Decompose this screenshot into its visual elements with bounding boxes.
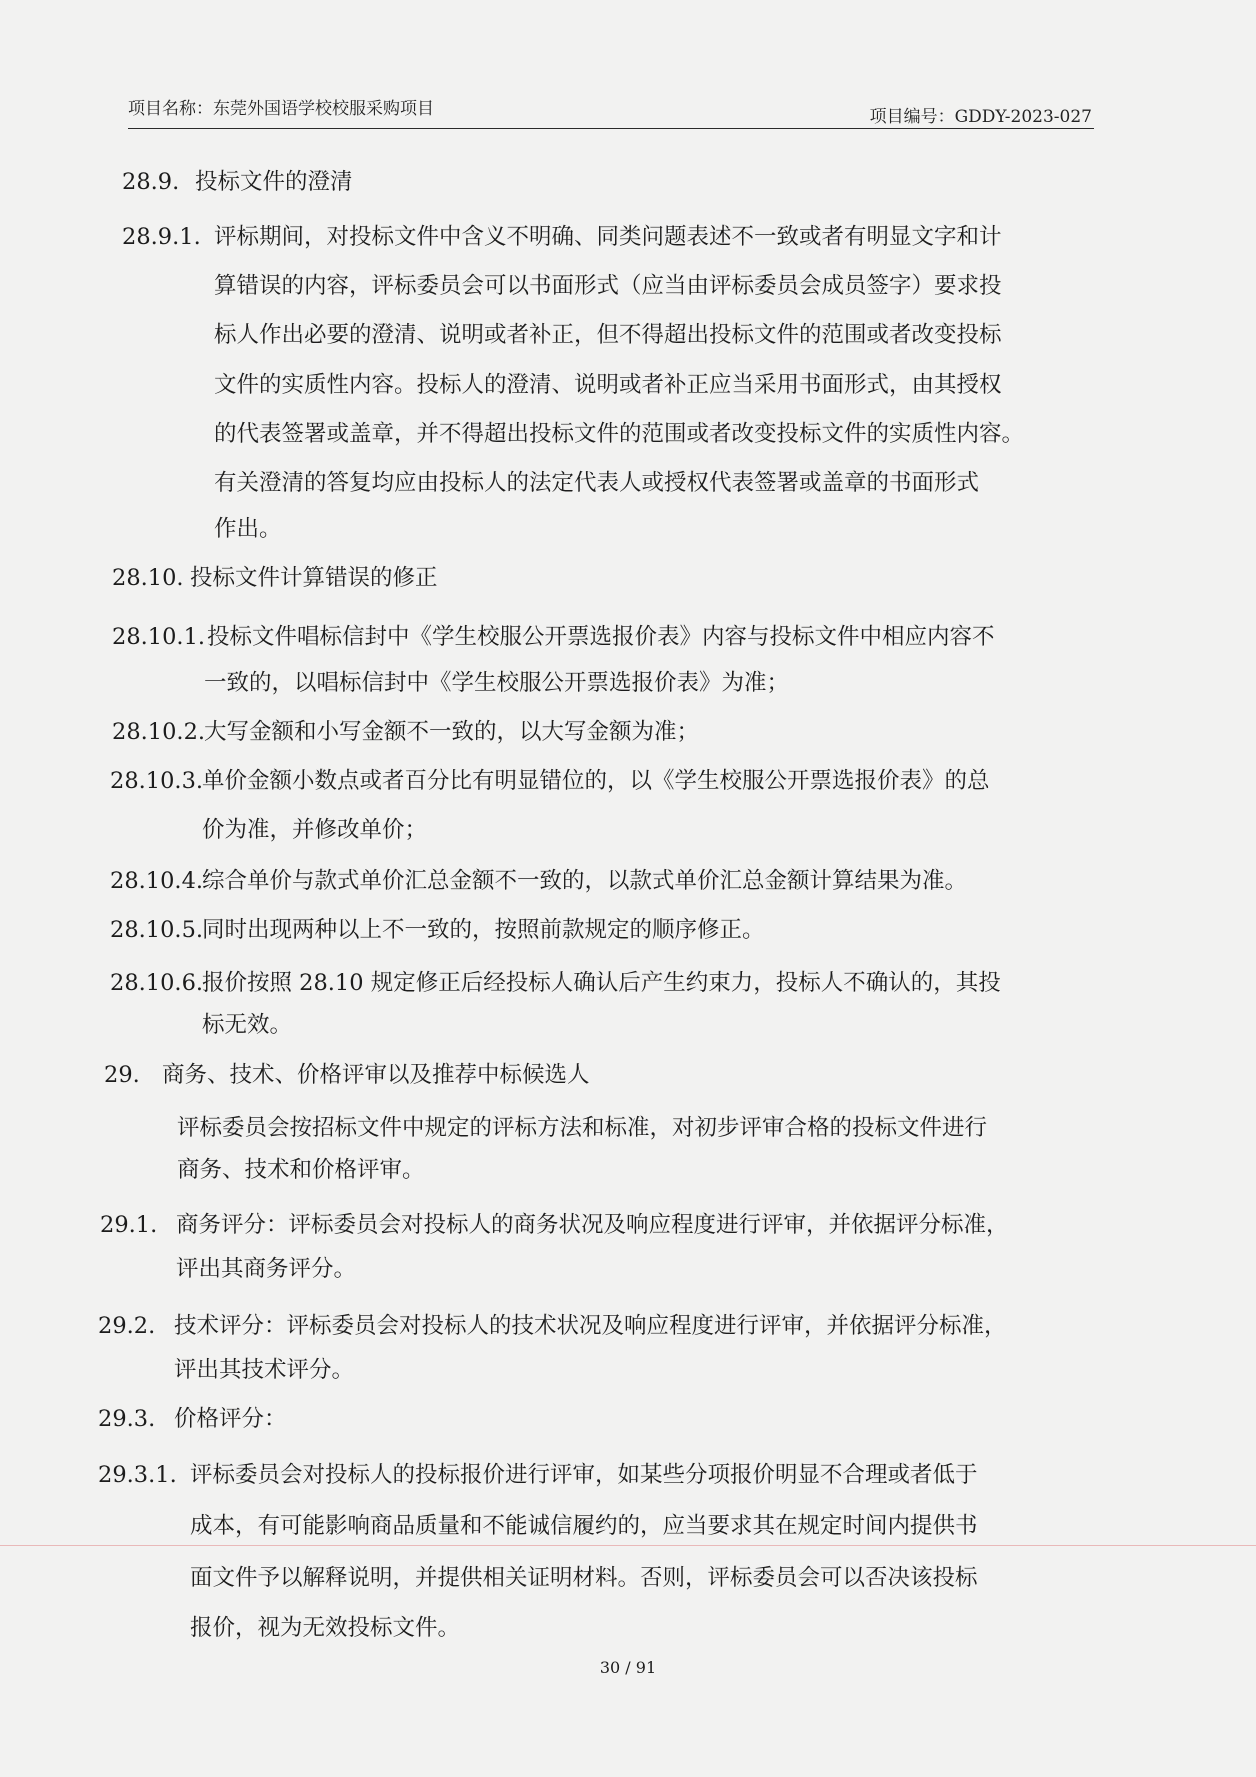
page-number: 30 / 91	[599, 1658, 657, 1677]
paragraph-line: 商务评分：评标委员会对投标人的商务状况及响应程度进行评审，并依据评分标准，	[176, 1212, 1009, 1238]
paragraph-line: 价为准，并修改单价；	[202, 817, 428, 843]
paragraph-line: 投标文件唱标信封中《学生校服公开票选报价表》内容与投标文件中相应内容不	[207, 624, 995, 650]
heading-28-10	[112, 563, 438, 593]
heading-29	[104, 1060, 590, 1090]
clause-29-3-1	[98, 1460, 978, 1490]
clause-28-10-1	[112, 622, 995, 652]
clause-number: 28.9.1.	[122, 224, 201, 250]
paragraph-line: 评出其商务评分。	[176, 1256, 357, 1282]
clause-number: 29.2.	[98, 1313, 156, 1339]
section-title: 投标文件计算错误的修正	[190, 565, 438, 591]
paragraph-line: 标无效。	[202, 1012, 293, 1038]
section-number: 29.	[104, 1062, 140, 1088]
clause-28-10-5	[110, 915, 765, 945]
clause-number: 29.3.1.	[98, 1462, 177, 1488]
paragraph-line: 商务、技术和价格评审。	[177, 1157, 425, 1183]
clause-28-10-4	[110, 866, 967, 896]
project-name: 项目名称：东莞外国语学校校服采购项目	[128, 99, 434, 119]
paragraph-line: 技术评分：评标委员会对投标人的技术状况及响应程度进行评审，并依据评分标准，	[174, 1313, 1007, 1339]
paragraph-line: 标人作出必要的澄清、说明或者补正，但不得超出投标文件的范围或者改变投标	[214, 322, 1002, 348]
paragraph-line: 单价金额小数点或者百分比有明显错位的，以《学生校服公开票选报价表》的总	[202, 768, 990, 794]
clause-28-10-3	[110, 766, 990, 796]
clause-number: 29.1.	[100, 1212, 158, 1238]
project-code: 项目编号：GDDY-2023-027	[869, 107, 1092, 127]
paragraph-line: 评出其技术评分。	[174, 1357, 355, 1383]
section-title: 价格评分：	[174, 1406, 287, 1432]
heading-29-3	[98, 1404, 287, 1434]
clause-28-10-6	[110, 968, 1001, 998]
paragraph-line: 算错误的内容，评标委员会可以书面形式（应当由评标委员会成员签字）要求投	[214, 273, 1002, 299]
clause-28-9-1	[122, 222, 1002, 252]
section-title: 投标文件的澄清	[195, 169, 353, 195]
clause-number: 28.10.1.	[112, 624, 206, 650]
paragraph-line: 成本，有可能影响商品质量和不能诚信履约的，应当要求其在规定时间内提供书	[190, 1513, 978, 1539]
section-title: 商务、技术、价格评审以及推荐中标候选人	[162, 1062, 590, 1088]
clause-28-10-2	[112, 717, 699, 747]
paragraph-line: 评标委员会按招标文件中规定的评标方法和标准，对初步评审合格的投标文件进行	[177, 1115, 988, 1141]
paragraph-line: 评标委员会对投标人的投标报价进行评审，如某些分项报价明显不合理或者低于	[190, 1462, 978, 1488]
paragraph-line: 有关澄清的答复均应由投标人的法定代表人或授权代表签署或盖章的书面形式	[214, 470, 980, 496]
paragraph-line: 报价按照 28.10 规定修正后经投标人确认后产生约束力，投标人不确认的，其投	[202, 970, 1001, 996]
paragraph-line: 一致的，以唱标信封中《学生校服公开票选报价表》为准；	[204, 670, 790, 696]
page-header	[128, 88, 1094, 129]
clause-number: 28.10.6.	[110, 970, 204, 996]
paragraph-line: 大写金额和小写金额不一致的，以大写金额为准；	[204, 719, 700, 745]
clause-number: 28.10.3.	[110, 768, 204, 794]
paragraph-line: 的代表签署或盖章，并不得超出投标文件的范围或者改变投标文件的实质性内容。	[214, 421, 1025, 447]
clause-number: 28.10.2.	[112, 719, 206, 745]
section-number: 28.9.	[122, 169, 180, 195]
scan-artifact-line	[0, 1545, 1256, 1546]
clause-29-2	[98, 1311, 1007, 1341]
section-number: 28.10.	[112, 565, 184, 591]
clause-number: 28.10.4.	[110, 868, 204, 894]
paragraph-line: 作出。	[214, 516, 282, 542]
paragraph-line: 评标期间，对投标文件中含义不明确、同类问题表述不一致或者有明显文字和计	[214, 224, 1002, 250]
heading-28-9	[122, 167, 353, 197]
clause-number: 28.10.5.	[110, 917, 204, 943]
paragraph-line: 综合单价与款式单价汇总金额不一致的，以款式单价汇总金额计算结果为准。	[202, 868, 968, 894]
paragraph-line: 同时出现两种以上不一致的，按照前款规定的顺序修正。	[202, 917, 765, 943]
paragraph-line: 文件的实质性内容。投标人的澄清、说明或者补正应当采用书面形式，由其授权	[214, 372, 1002, 398]
paragraph-line: 面文件予以解释说明，并提供相关证明材料。否则，评标委员会可以否决该投标	[190, 1565, 978, 1591]
section-number: 29.3.	[98, 1406, 156, 1432]
paragraph-line: 报价，视为无效投标文件。	[190, 1615, 461, 1641]
clause-29-1	[100, 1210, 1009, 1240]
